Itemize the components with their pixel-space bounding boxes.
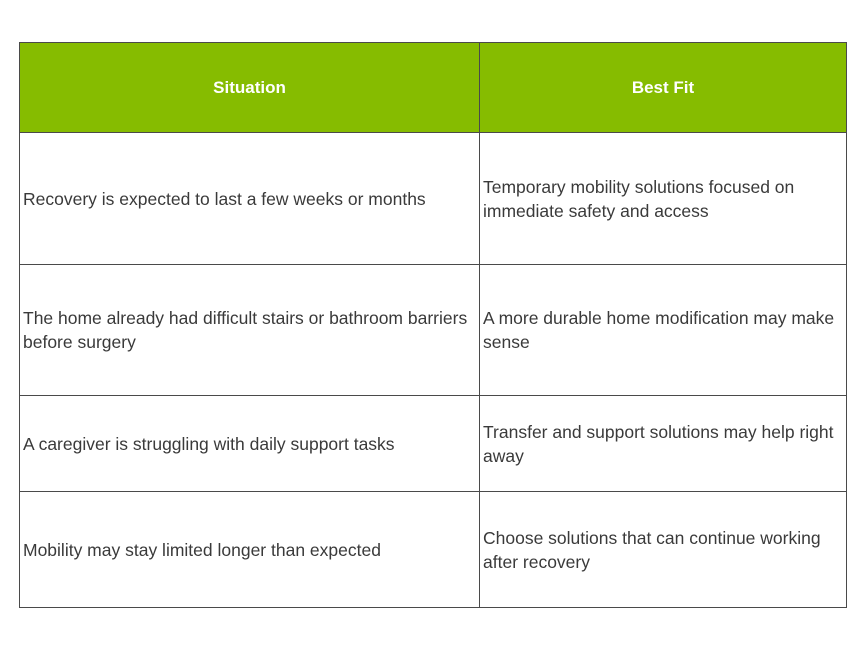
table-row (20, 133, 847, 265)
comparison-table (19, 42, 847, 608)
situation-cell: Recovery is expected to last a few weeks or months (20, 133, 480, 265)
best-fit-cell: Choose solutions that can continue working after recovery (480, 492, 847, 608)
situation-cell: Mobility may stay limited longer than expected (20, 492, 480, 608)
header-row (20, 43, 847, 133)
table-row (20, 492, 847, 608)
best-fit-cell: Transfer and support solutions may help right away (480, 396, 847, 492)
situation-cell: A caregiver is struggling with daily support tasks (20, 396, 480, 492)
best-fit-cell: Temporary mobility solutions focused on immediate safety and access (480, 133, 847, 265)
table-row (20, 396, 847, 492)
header-best-fit: Best Fit (480, 43, 847, 133)
situation-cell: The home already had difficult stairs or bathroom barriers before surgery (20, 265, 480, 396)
header-situation: Situation (20, 43, 480, 133)
best-fit-cell: A more durable home modification may make sense (480, 265, 847, 396)
table-row (20, 265, 847, 396)
